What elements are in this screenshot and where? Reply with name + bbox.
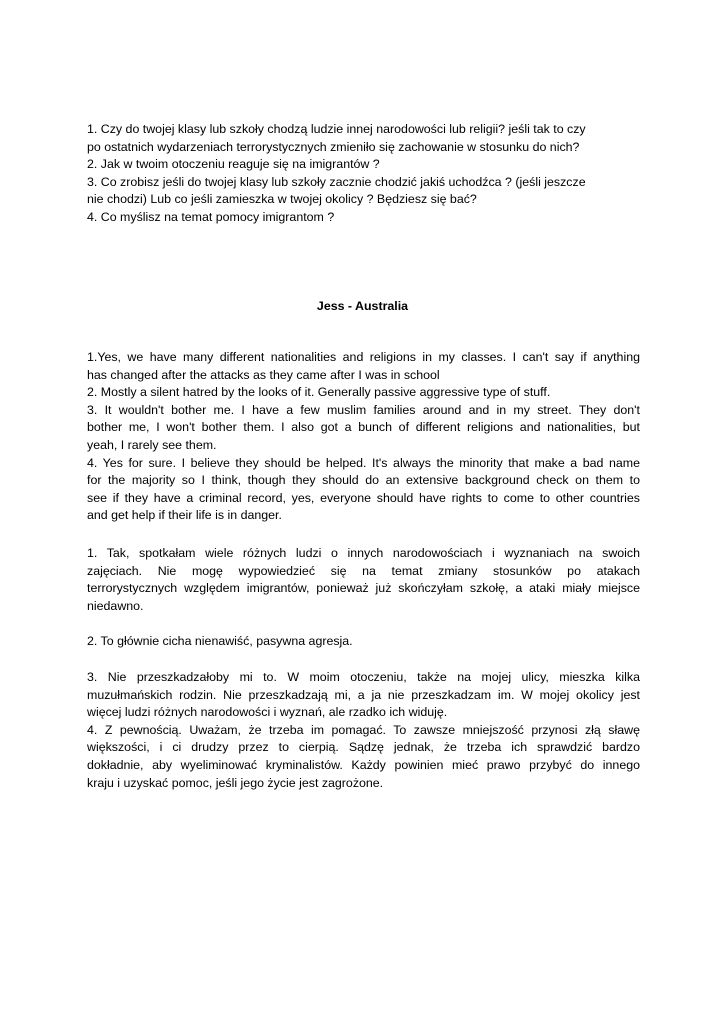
question-2: 2. Jak w twoim otoczeniu reaguje się na imigrantów ? (87, 157, 380, 172)
polish-answer-4-line-4: kraju i uzyskać pomoc, jeśli jego życie jest zagrożone. (87, 775, 384, 790)
english-answer-2-line-1: 2. Mostly a silent hatred by the looks of it. Generally passive aggressive type of stuff. (87, 385, 551, 400)
polish-answer-3-line-1: 3. Nie przeszkadzałoby mi to. W moim otoczeniu, także na mojej ulicy, mieszka kilka (87, 670, 640, 684)
english-answer-4-line-1: 4. Yes for sure. I believe they should be helped. It's always the minority that make a bad name (87, 455, 640, 470)
polish-answer-2-line-1: 2. To głównie cicha nienawiść, pasywna agresja. (87, 634, 353, 648)
polish-answer-3-4 (87, 669, 640, 792)
english-answer-4-line-3: see if they have a criminal record, yes, everyone should have rights to come to other countries (87, 490, 640, 505)
question-1-line-2: po ostatnich wydarzeniach terrorystycznych zmieniło się zachowanie w stosunku do nich? (87, 139, 580, 154)
english-answer-1-line-1: 1.Yes, we have many different nationalities and religions in my classes. I can't say if anything (87, 350, 640, 364)
questions-section (87, 121, 640, 227)
english-answer-3-line-2: bother me, I won't bother them. I also got a bunch of different religions and nationalities, but (87, 420, 640, 435)
question-1-line-1: 1. Czy do twojej klasy lub szkoły chodzą ludzie innej narodowości lub religii? jeśli tak to czy (87, 122, 586, 136)
english-answers (87, 349, 640, 525)
polish-answer-1 (87, 545, 640, 615)
polish-answer-4-line-2: większości, i ci drudzy przez to cierpią. Sądzę jednak, że trzeba ich sprawdzić bardzo (87, 740, 640, 755)
polish-answer-1-line-4: niedawno. (87, 598, 144, 613)
polish-answer-3-line-3: więcej ludzi różnych narodowości i wyznań, ale rzadko ich widuję. (87, 705, 448, 720)
polish-answer-3-line-2: muzułmańskich rodzin. Nie przeszkadzają mi, a ja nie przeszkadzam im. W mojej okolicy jest (87, 687, 640, 702)
polish-answer-4-line-3: dokładnie, aby wyeliminować kryminalistów. Każdy powinien mieć prawo przybyć do innego (87, 757, 640, 772)
english-answer-4-line-2: for the majority so I think, though they should do an extensive background check on them to (87, 473, 640, 488)
polish-answer-1-line-2: zajęciach. Nie mogę wypowiedzieć się na temat zmiany stosunków po atakach (87, 563, 640, 578)
question-3-line-2: nie chodzi) Lub co jeśli zamieszka w twojej okolicy ? Będziesz się bać? (87, 192, 477, 207)
polish-answer-1-line-1: 1. Tak, spotkałam wiele różnych ludzi o innych narodowościach i wyznaniach na swoich (87, 546, 640, 560)
english-answer-3-line-3: yeah, I rarely see them. (87, 437, 217, 452)
english-answer-1-line-2: has changed after the attacks as they came after I was in school (87, 367, 440, 382)
english-answer-3-line-1: 3. It wouldn't bother me. I have a few muslim families around and in my street. They don't (87, 402, 640, 417)
question-4: 4. Co myślisz na temat pomocy imigrantom ? (87, 209, 335, 224)
question-3-line-1: 3. Co zrobisz jeśli do twojej klasy lub szkoły zacznie chodzić jakiś uchodźca ? (jeśli jeszcze (87, 174, 586, 189)
respondent-title: Jess - Australia (316, 299, 409, 313)
polish-answer-2 (87, 633, 640, 651)
polish-answer-4-line-1: 4. Z pewnością. Uważam, że trzeba im pomagać. To zawsze mniejszość przynosi złą sławę (87, 722, 640, 737)
english-answer-4-line-4: and get help if their life is in danger. (87, 508, 282, 523)
polish-answer-1-line-3: terrorystycznych względem imigrantów, ponieważ już skończyłam szkołę, a ataki miały miejsce (87, 581, 640, 596)
